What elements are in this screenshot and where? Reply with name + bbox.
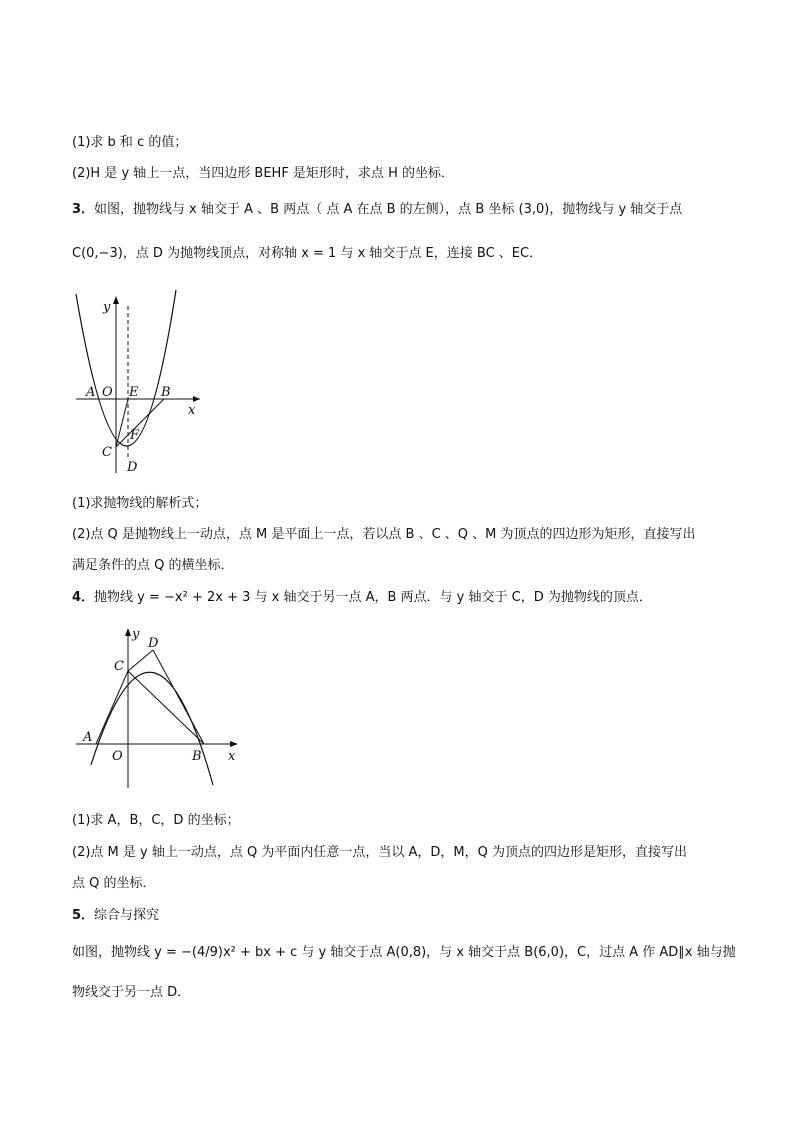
- q4-part2-1: (2)点 M 是 y 轴上一动点，点 Q 为平面内任意一点，当以 A，D，M，Q 为顶点的四边形是矩形，直接写出: [72, 845, 687, 860]
- segment-BC: [116, 399, 164, 447]
- label-A: A: [83, 730, 93, 745]
- label-A: A: [86, 385, 96, 400]
- segment-DB: [153, 650, 204, 744]
- segment-AC: [96, 671, 128, 744]
- segment-CD: [128, 650, 153, 671]
- q5-statement-1: 如图，抛物线 y = −(4/9)x² + bx + c 与 y 轴交于点 A(0,8)，与 x 轴交于点 B(6,0)，C，过点 A 作 AD∥x 轴与抛: [72, 945, 736, 960]
- label-x: x: [228, 749, 236, 764]
- label-C: C: [114, 659, 124, 674]
- x-axis-arrow: [193, 396, 200, 402]
- label-C: C: [102, 445, 112, 460]
- label-E: E: [129, 385, 139, 400]
- parabola-curve: [91, 672, 213, 785]
- y-axis-arrow: [125, 628, 131, 636]
- q4-part1: (1)求 A，B，C，D 的坐标；: [72, 813, 240, 828]
- figure-q4: [72, 620, 247, 795]
- segment-EC: [116, 399, 128, 447]
- figure-q3-svg: [72, 288, 212, 478]
- label-y: y: [103, 300, 111, 315]
- q3-text-1: 如图，抛物线与 x 轴交于 A 、B 两点（ 点 A 在点 B 的左侧），点 B 坐标 (3,0)，抛物线与 y 轴交于点: [94, 202, 683, 217]
- q3-number: 3．: [72, 202, 95, 217]
- parabola-curve: [76, 290, 176, 446]
- q4-text: 抛物线 y = −x² + 2x + 3 与 x 轴交于另一点 A，B 两点．与 y 轴交于 C，D 为抛物线的顶点．: [94, 590, 652, 605]
- label-O: O: [102, 385, 113, 400]
- label-O: O: [112, 749, 123, 764]
- label-D: D: [127, 460, 138, 475]
- q3-part1: (1)求抛物线的解析式；: [72, 496, 208, 511]
- q5-heading: [72, 906, 159, 926]
- label-B: B: [161, 385, 171, 400]
- q5-statement-2: 物线交于另一点 D．: [72, 985, 191, 1000]
- q4-statement: [72, 588, 652, 608]
- y-axis-arrow: [113, 296, 119, 304]
- q3-part2-2: 满足条件的点 Q 的横坐标．: [72, 558, 234, 573]
- q3-statement-1: [72, 200, 682, 220]
- q5-title: 综合与探究: [94, 908, 160, 923]
- q5-number: 5．: [72, 908, 95, 923]
- label-D: D: [148, 636, 159, 651]
- label-y: y: [132, 627, 140, 642]
- x-axis-arrow: [230, 741, 238, 747]
- q4-number: 4．: [72, 590, 95, 605]
- q4-part2-2: 点 Q 的坐标．: [72, 876, 156, 891]
- segment-CB: [128, 671, 204, 744]
- label-F: F: [130, 428, 140, 443]
- figure-q3: [72, 288, 212, 478]
- label-B: B: [192, 749, 202, 764]
- q3-part2-1: (2)点 Q 是抛物线上一动点，点 M 是平面上一点，若以点 B 、C 、Q 、M 为顶点的四边形为矩形，直接写出: [72, 527, 696, 542]
- q2-part2: (2)H 是 y 轴上一点，当四边形 BEHF 是矩形时，求点 H 的坐标．: [72, 166, 454, 181]
- label-x: x: [188, 403, 196, 418]
- figure-q4-svg: [72, 620, 247, 795]
- q2-part1: (1)求 b 和 c 的值；: [72, 135, 188, 150]
- q3-statement-2: C(0,−3)，点 D 为抛物线顶点，对称轴 x = 1 与 x 轴交于点 E，连接 BC 、EC．: [72, 246, 543, 261]
